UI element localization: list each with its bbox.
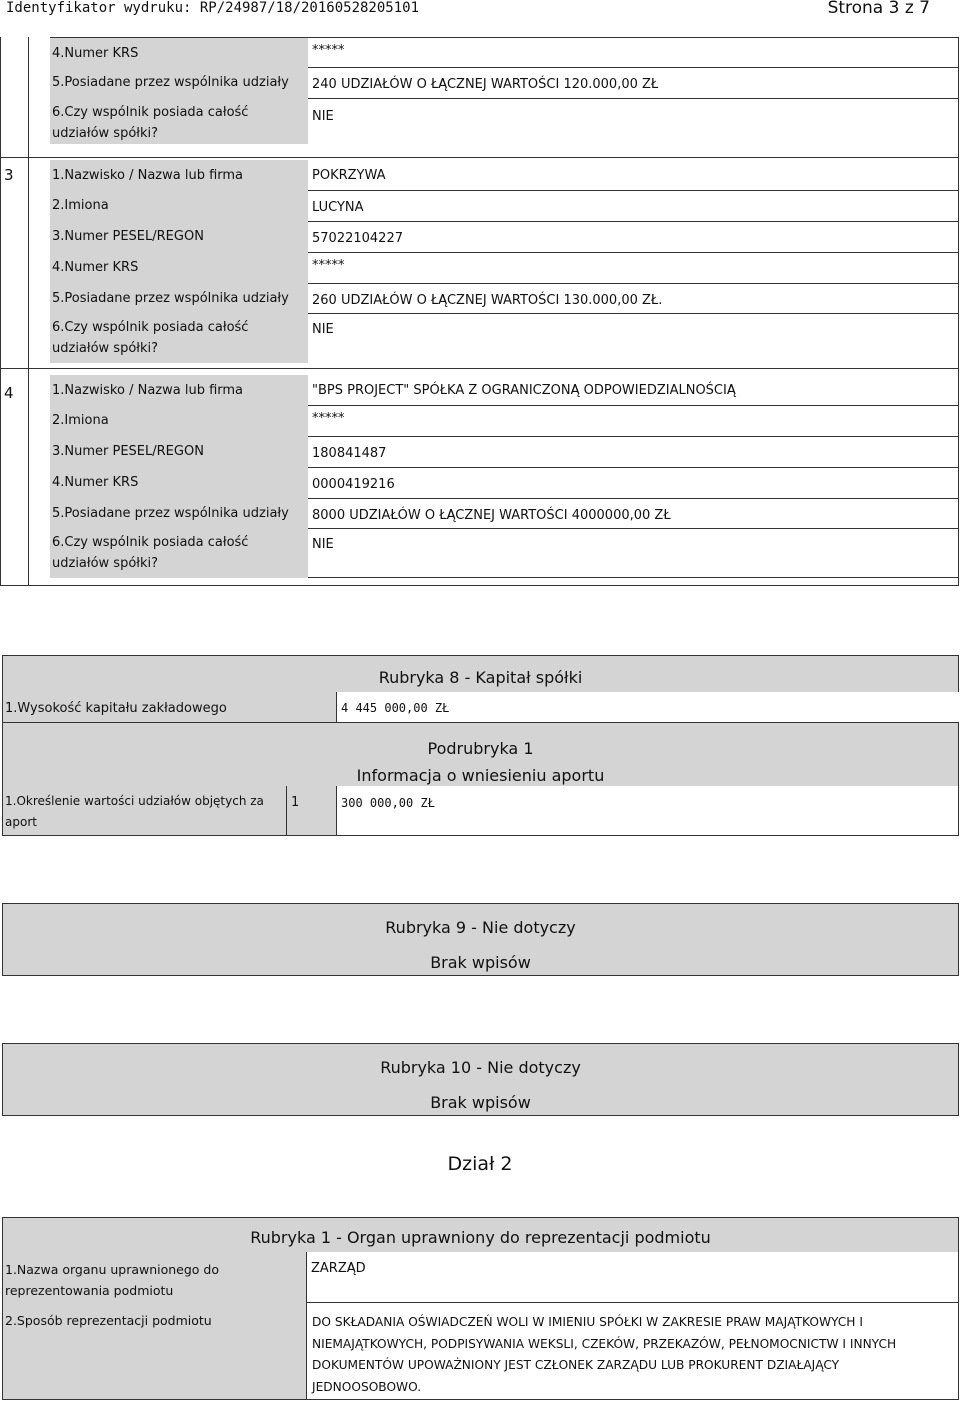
rubryka-10-note: Brak wpisów (430, 1093, 531, 1112)
value-krs: ***** (308, 37, 959, 67)
value-name: POKRZYWA (312, 168, 386, 183)
print-identifier: Identyfikator wydruku: RP/24987/18/20160528205101 (6, 0, 420, 16)
aport-value: 300 000,00 ZŁ (336, 786, 959, 836)
aport-label-line-2: aport (5, 815, 37, 829)
method-line-1: DO SKŁADANIA OŚWIADCZEŃ WOLI W IMIENIU SPÓŁKI W ZAKRESIE PRAW MAJĄTKOWYCH I (312, 1315, 863, 1329)
rubryka-8-title: Rubryka 8 - Kapitał spółki (2, 655, 959, 692)
partner-3-index: 3 (4, 166, 14, 184)
method-label: 2.Sposób reprezentacji podmiotu (2, 1302, 306, 1400)
value-krs: ***** (308, 252, 959, 283)
value-shares: 240 UDZIAŁÓW O ŁĄCZNEJ WARTOŚCI 120.000,00 ZŁ (308, 67, 959, 98)
rubryka-1-title: Rubryka 1 - Organ uprawniony do reprezentacji podmiotu (2, 1217, 959, 1252)
podrubryka-1-title-line-1: Podrubryka 1 (427, 739, 534, 758)
label-all-shares-line-1: 6.Czy wspólnik posiada całość (52, 105, 249, 120)
label-all-shares (50, 313, 308, 363)
label-all-shares (50, 528, 308, 578)
aport-label-line-1: 1.Określenie wartości udziałów objętych za (5, 794, 264, 808)
dzial-2-title: Dział 2 (447, 1153, 513, 1175)
value-first-names: LUCYNA (308, 190, 959, 221)
index-column-border (28, 37, 29, 586)
label-shares: 5.Posiadane przez wspólnika udziały (50, 67, 308, 98)
label-all-shares (50, 98, 308, 144)
rubryka-9-title: Rubryka 9 - Nie dotyczy (385, 918, 576, 937)
value-pesel: 180841487 (308, 436, 959, 467)
page-number: Strona 3 z 7 (827, 0, 930, 18)
label-shares: 5.Posiadane przez wspólnika udziały (50, 283, 308, 313)
label-pesel: 3.Numer PESEL/REGON (50, 436, 308, 467)
organ-label-line-1: 1.Nazwa organu uprawnionego do (5, 1262, 220, 1277)
value-first-names: ***** (308, 405, 959, 436)
label-all-shares-line-2: udziałów spółki? (52, 341, 159, 356)
value-krs: 0000419216 (308, 467, 959, 498)
label-krs: 4.Numer KRS (50, 37, 308, 67)
value-shares: 260 UDZIAŁÓW O ŁĄCZNEJ WARTOŚCI 130.000,00 ZŁ. (308, 283, 959, 313)
value-all-shares: NIE (308, 528, 959, 578)
label-krs: 4.Numer KRS (50, 467, 308, 498)
label-name: 1.Nazwisko / Nazwa lub firma (50, 375, 308, 405)
label-all-shares-line-2: udziałów spółki? (52, 556, 159, 571)
label-name: 1.Nazwisko / Nazwa lub firma (50, 160, 308, 190)
outer-bottom-border (0, 585, 959, 586)
partner-3-separator (0, 157, 959, 158)
podrubryka-1-title (2, 722, 959, 786)
organ-value: ZARZĄD (306, 1252, 959, 1302)
partner-4-index: 4 (4, 384, 14, 402)
label-pesel: 3.Numer PESEL/REGON (50, 221, 308, 252)
rubryka-9-note: Brak wpisów (430, 953, 531, 972)
value-all-shares: NIE (308, 98, 959, 144)
value-shares: 8000 UDZIAŁÓW O ŁĄCZNEJ WARTOŚCI 4000000,00 ZŁ (308, 498, 959, 528)
rubryka-9-section (2, 903, 959, 976)
method-value (306, 1302, 959, 1400)
label-shares: 5.Posiadane przez wspólnika udziały (50, 498, 308, 528)
method-line-3: DOKUMENTÓW UPOWAŻNIONY JEST CZŁONEK ZARZĄDU LUB PROKURENT DZIAŁAJĄCY (312, 1358, 840, 1372)
value-pesel: 57022104227 (308, 221, 959, 252)
value-all-shares: NIE (308, 313, 959, 363)
podrubryka-1-title-line-2: Informacja o wniesieniu aportu (356, 766, 605, 785)
capital-label: 1.Wysokość kapitału zakładowego (2, 692, 336, 722)
label-first-names: 2.Imiona (50, 190, 308, 221)
method-line-4: JEDNOOSOBOWO. (312, 1379, 422, 1394)
partner-4-separator (0, 368, 959, 369)
value-name: "BPS PROJECT" SPÓŁKA Z OGRANICZONĄ ODPOWIEDZIALNOŚCIĄ (312, 383, 736, 398)
organ-label-line-2: reprezentowania podmiotu (5, 1283, 174, 1298)
method-line-2: NIEMAJĄTKOWYCH, PODPISYWANIA WEKSLI, CZEKÓW, PRZEKAZÓW, PEŁNOMOCNICTW I INNYCH (312, 1336, 897, 1351)
label-first-names: 2.Imiona (50, 405, 308, 436)
outer-left-border (0, 37, 1, 586)
label-all-shares-line-1: 6.Czy wspólnik posiada całość (52, 320, 249, 335)
rubryka-10-title: Rubryka 10 - Nie dotyczy (380, 1058, 581, 1077)
capital-value: 4 445 000,00 ZŁ (336, 692, 959, 722)
label-all-shares-line-1: 6.Czy wspólnik posiada całość (52, 535, 249, 550)
rubryka-10-section (2, 1043, 959, 1116)
label-all-shares-line-2: udziałów spółki? (52, 126, 159, 141)
label-krs: 4.Numer KRS (50, 252, 308, 283)
aport-label (2, 786, 286, 836)
aport-index: 1 (286, 786, 336, 836)
organ-label (2, 1252, 306, 1302)
